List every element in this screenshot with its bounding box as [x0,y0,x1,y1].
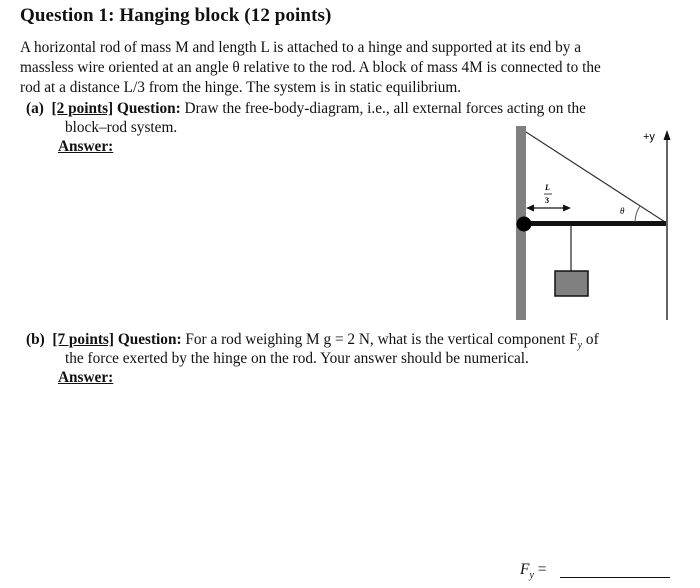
part-a-question-word: Question: [116,100,181,117]
part-b-label: (b) [26,331,45,348]
part-b-answer-label: Answer: [58,369,114,386]
y-axis-arrowhead [664,130,671,140]
question-title: Question 1: Hanging block (12 points) [20,5,332,26]
part-a-label: (a) [26,100,44,117]
part-a-answer-label: Answer: [58,138,114,155]
hinge [517,217,532,232]
part-b-question-text-cont: the force exerted by the hinge on the rod. Your answer should be numerical. [65,350,529,367]
answer-var-subscript: y [529,570,534,582]
part-b-question-text-end: of [582,331,599,348]
intro-line-2: massless wire oriented at an angle θ relative to the rod. A block of mass 4M is connected to the [20,59,601,76]
distance-label-denominator: 3 [545,196,549,205]
distance-arrow-left-head [526,205,534,212]
hanging-block-figure [505,122,675,322]
distance-label-numerator: L [545,183,550,192]
angle-arc [635,206,640,222]
part-b-subscript: y [577,340,583,352]
answer-variable [520,561,547,581]
angle-label: θ [620,206,625,216]
distance-arrow-right-head [563,205,571,212]
y-axis-label: +y [643,131,655,143]
intro-line-3: rod at a distance L/3 from the hinge. The system is in static equilibrium. [20,79,462,96]
answer-blank-field[interactable] [560,577,670,578]
part-b-question-text: For a rod weighing M g = 2 N, what is the vertical component F [185,331,578,348]
problem-statement [20,38,676,98]
part-a-points: [2 points] [51,100,114,117]
part-b-points: [7 points] [52,331,114,348]
block [555,271,588,296]
answer-var-symbol: F [520,561,530,578]
part-a-question-text-cont: block–rod system. [65,119,178,136]
part-a-question-text: Draw the free-body-diagram, i.e., all external forces acting on the [184,100,586,117]
part-b-question-word: Question: [117,331,182,348]
rod [525,221,666,226]
answer-equals: = [533,561,547,578]
part-a [26,99,676,118]
intro-line-1: A horizontal rod of mass M and length L is attached to a hinge and supported at its end by a [20,39,582,56]
